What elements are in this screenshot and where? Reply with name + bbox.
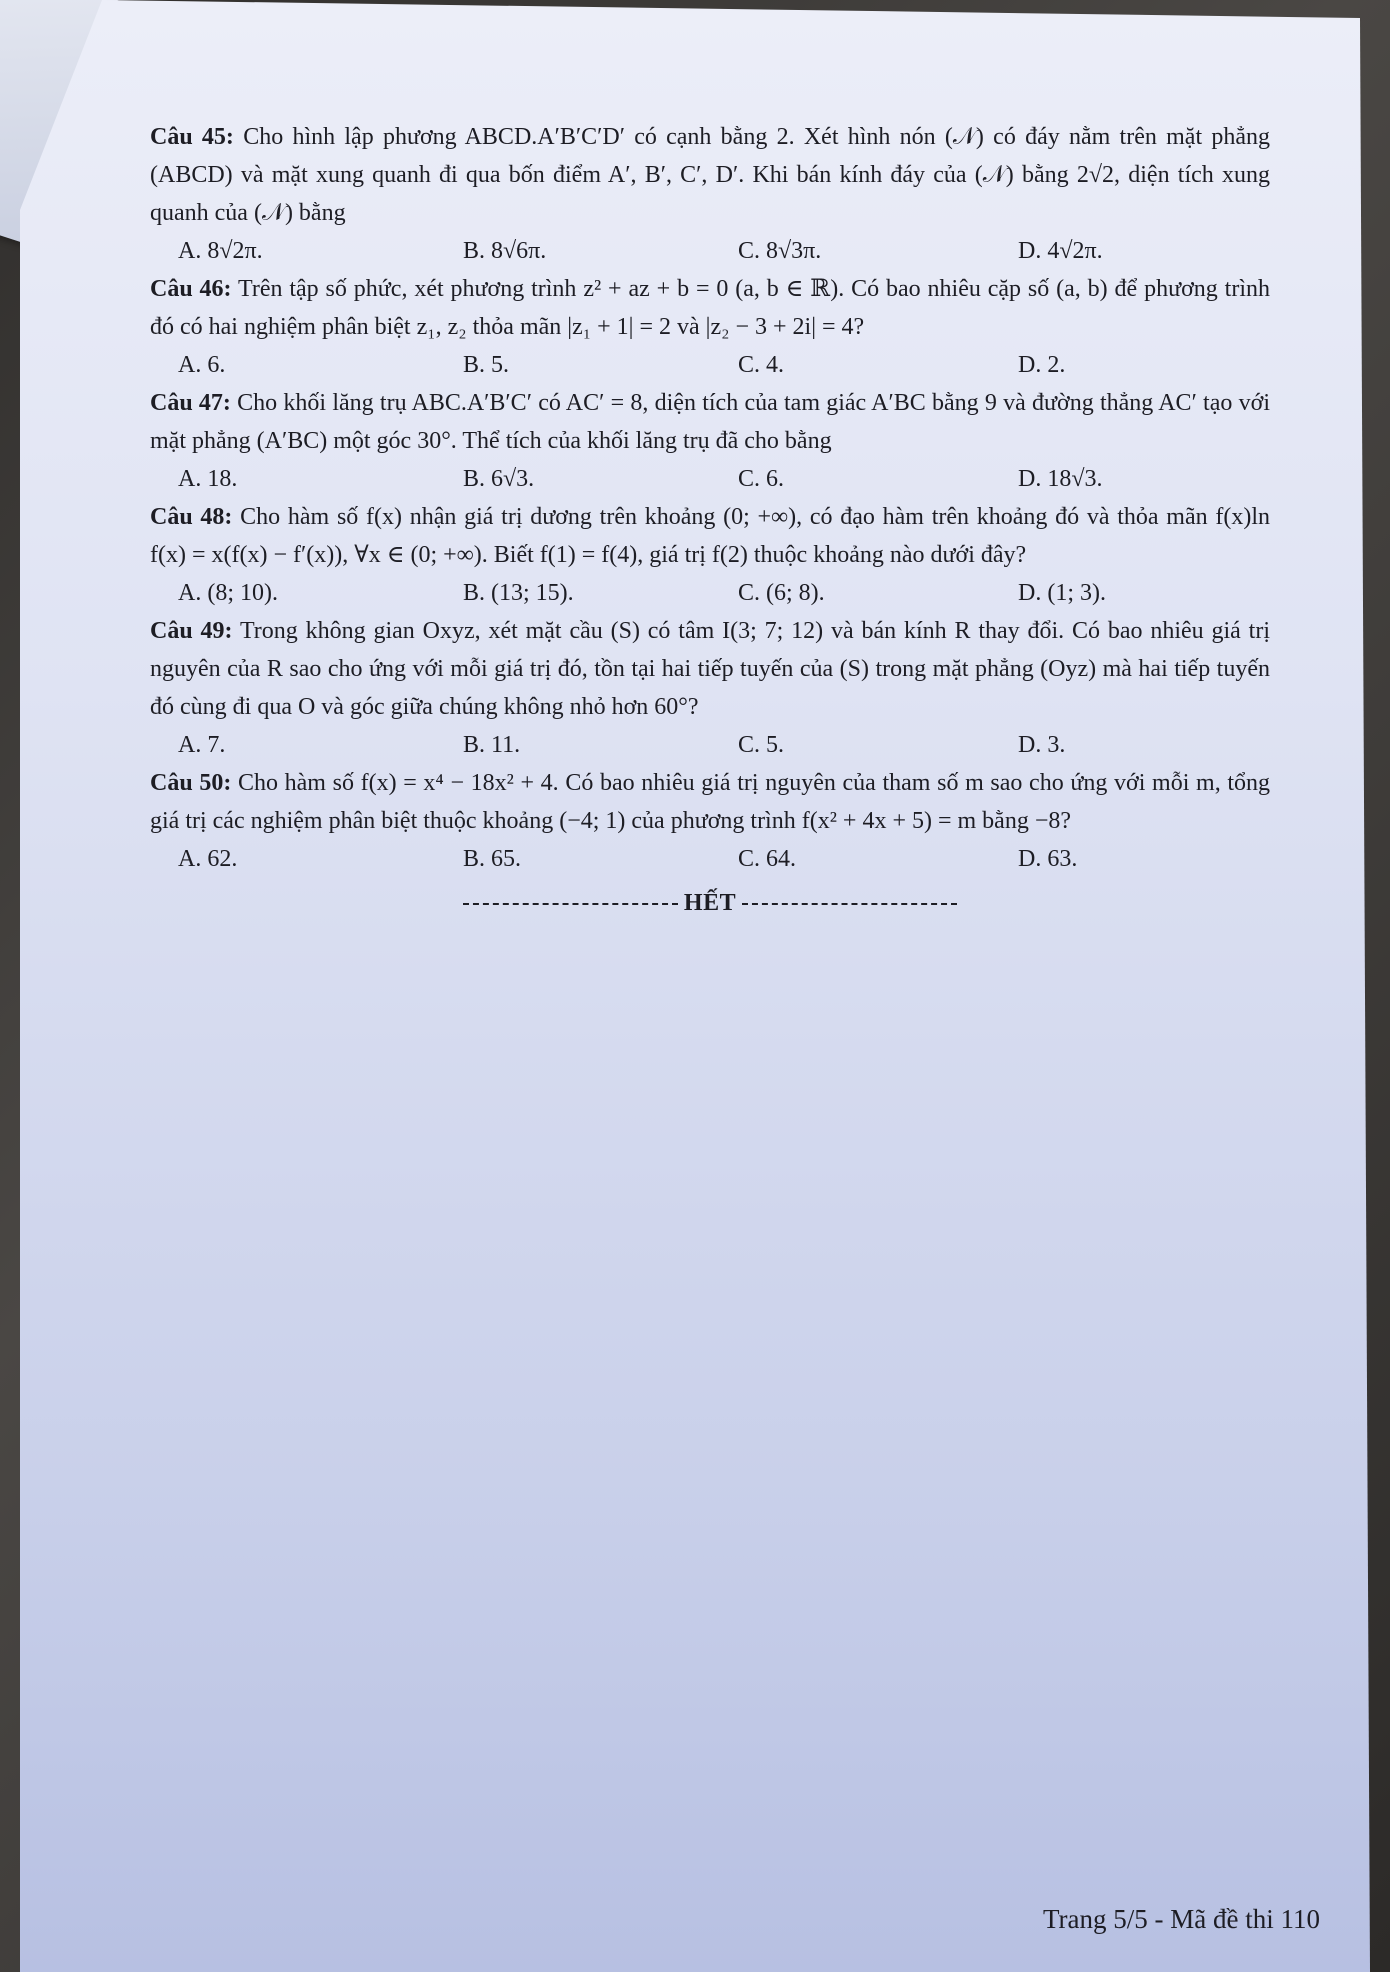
option-d: D. 63. (1018, 846, 1078, 872)
option-c: C. 6. (738, 466, 785, 492)
question-label: Câu 48: (150, 504, 233, 530)
answer-options (150, 726, 1270, 764)
option-d: D. 2. (1018, 352, 1066, 378)
answer-options (150, 840, 1270, 878)
question-text (150, 118, 1270, 232)
option-d: D. 3. (1018, 732, 1066, 758)
end-dash-right (742, 903, 957, 905)
question-body: Trên tập số phức, xét phương trình z² + az + b = 0 (a, b ∈ ℝ). Có bao nhiêu cặp số (a, b) để phương trình đó có hai nghiệm phân biệt z₁, z₂ thỏa mãn |z₁ + 1| = 2 và |z₂ − 3 + 2i| = 4? (150, 276, 1270, 340)
answer-options (150, 460, 1270, 498)
option-a: A. (8; 10). (178, 580, 278, 606)
question-label: Câu 49: (150, 618, 233, 644)
question-body: Trong không gian Oxyz, xét mặt cầu (S) có tâm I(3; 7; 12) và bán kính R thay đổi. Có bao nhiêu giá trị nguyên của R sao cho ứng với mỗi giá trị đó, tồn tại hai tiếp tuyến của (S) trong mặt phẳng (Oyz) mà hai tiếp tuyến đó cùng đi qua O và góc giữa chúng không nhỏ hơn 60°? (150, 618, 1271, 720)
question-body: Cho hàm số f(x) nhận giá trị dương trên khoảng (0; +∞), có đạo hàm trên khoảng đó và thỏa mãn f(x)ln f(x) = x(f(x) − f′(x)), ∀x ∈ (0; +∞). Biết f(1) = f(4), giá trị f(2) thuộc khoảng nào dưới đây? (150, 504, 1270, 568)
option-a: A. 18. (178, 466, 238, 492)
question-50 (150, 764, 1270, 878)
option-a: A. 6. (178, 352, 226, 378)
option-b: B. 11. (463, 732, 521, 758)
question-45 (150, 118, 1270, 270)
option-c: C. 5. (738, 732, 785, 758)
question-46 (150, 270, 1270, 384)
question-text (150, 764, 1270, 840)
question-body: Cho hình lập phương ABCD.A′B′C′D′ có cạnh bằng 2. Xét hình nón (𝒩) có đáy nằm trên mặt phẳng (ABCD) và mặt xung quanh đi qua bốn điểm A′, B′, C′, D′. Khi bán kính đáy của (𝒩) bằng 2√2, diện tích xung quanh của (𝒩) bằng (150, 124, 1271, 226)
end-dash-left (463, 903, 678, 905)
option-a: A. 7. (178, 732, 226, 758)
option-b: B. 5. (463, 352, 510, 378)
question-text (150, 270, 1270, 346)
question-label: Câu 46: (150, 276, 232, 302)
option-a: A. 62. (178, 846, 238, 872)
option-d: D. (1; 3). (1018, 580, 1106, 606)
answer-options (150, 574, 1270, 612)
option-c: C. 8√3π. (738, 238, 822, 264)
question-label: Câu 45: (150, 124, 234, 150)
question-label: Câu 47: (150, 390, 231, 416)
question-text (150, 612, 1270, 726)
exam-content (150, 118, 1270, 922)
answer-options (150, 232, 1270, 270)
question-body: Cho hàm số f(x) = x⁴ − 18x² + 4. Có bao nhiêu giá trị nguyên của tham số m sao cho ứng với mỗi m, tổng giá trị các nghiệm phân biệt thuộc khoảng (−4; 1) của phương trình f(x² + 4x + 5) = m bằng −8? (150, 770, 1271, 834)
end-marker-text: HẾT (683, 890, 737, 916)
option-b: B. 8√6π. (463, 238, 547, 264)
option-d: D. 18√3. (1018, 466, 1103, 492)
end-marker (150, 884, 1270, 922)
question-text (150, 498, 1270, 574)
question-body: Cho khối lăng trụ ABC.A′B′C′ có AC′ = 8, diện tích của tam giác A′BC bằng 9 và đường thẳng AC′ tạo với mặt phẳng (A′BC) một góc 30°. Thể tích của khối lăng trụ đã cho bằng (150, 390, 1270, 454)
option-b: B. (13; 15). (463, 580, 574, 606)
question-text (150, 384, 1270, 460)
question-49 (150, 612, 1270, 764)
option-a: A. 8√2π. (178, 238, 263, 264)
option-d: D. 4√2π. (1018, 238, 1103, 264)
option-c: C. 4. (738, 352, 785, 378)
question-48 (150, 498, 1270, 612)
option-b: B. 6√3. (463, 466, 535, 492)
option-c: C. (6; 8). (738, 580, 825, 606)
question-47 (150, 384, 1270, 498)
option-c: C. 64. (738, 846, 797, 872)
answer-options (150, 346, 1270, 384)
page-footer: Trang 5/5 - Mã đề thi 110 (1043, 1904, 1320, 1934)
question-label: Câu 50: (150, 770, 232, 796)
option-b: B. 65. (463, 846, 522, 872)
